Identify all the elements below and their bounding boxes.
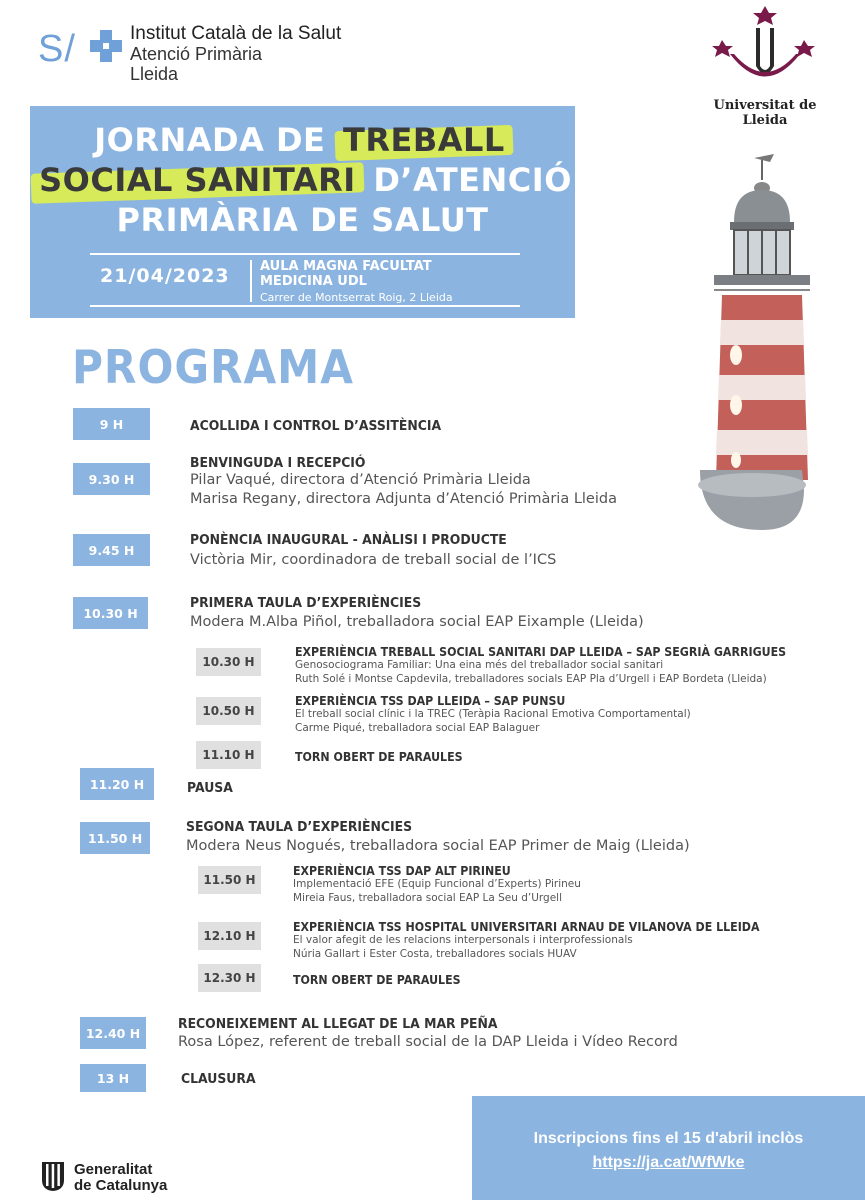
session-title: CLAUSURA bbox=[181, 1071, 256, 1087]
event-date: 21/04/2023 bbox=[100, 265, 230, 287]
experience-title: EXPERIÈNCIA TSS HOSPITAL UNIVERSITARI ARNAU DE VILANOVA DE LLEIDA bbox=[293, 920, 760, 934]
ics-mark: S/ bbox=[38, 28, 76, 70]
time-badge: 9.30 H bbox=[73, 463, 150, 495]
session-title: PAUSA bbox=[187, 780, 233, 796]
experience-speakers: Ruth Solé i Montse Capdevila, treballadores socials EAP Pla d’Urgell i EAP Bordeta (Lleida) bbox=[295, 673, 767, 685]
time-badge: 12.30 H bbox=[198, 964, 261, 992]
gencat-emblem-icon bbox=[40, 1160, 66, 1192]
session-speaker: Victòria Mir, coordinadora de treball social de l’ICS bbox=[190, 552, 557, 568]
time-badge: 12.10 H bbox=[198, 922, 261, 950]
ics-line3: Lleida bbox=[130, 64, 179, 84]
ics-text bbox=[130, 24, 341, 84]
experience-topic: El treball social clínic i la TREC (Teràpia Racional Emotiva Comportamental) bbox=[295, 708, 691, 720]
session-title: BENVINGUDA I RECEPCIÓ bbox=[190, 455, 366, 471]
time-badge: 11.50 H bbox=[80, 822, 150, 854]
session-title: PRIMERA TAULA D’EXPERIÈNCIES bbox=[190, 595, 422, 611]
time-badge: 11.50 H bbox=[198, 866, 261, 894]
time-badge: 9.45 H bbox=[73, 534, 150, 566]
registration-deadline: Inscripcions fins el 15 d'abril inclòs bbox=[533, 1130, 804, 1147]
session-title: PONÈNCIA INAUGURAL - ANÀLISI I PRODUCTE bbox=[190, 532, 507, 548]
registration-link[interactable]: https://ja.cat/WfWke bbox=[592, 1154, 745, 1171]
session-title: SEGONA TAULA D’EXPERIÈNCIES bbox=[186, 819, 413, 835]
time-badge: 10.50 H bbox=[196, 697, 261, 725]
title-line2-highlight: SOCIAL SANITARI bbox=[33, 160, 362, 200]
time-badge: 9 H bbox=[73, 408, 150, 440]
divider bbox=[90, 253, 520, 255]
title-line3: PRIMÀRIA DE SALUT bbox=[116, 201, 489, 239]
session-speaker: Marisa Regany, directora Adjunta d’Atenció Primària Lleida bbox=[190, 491, 617, 507]
divider bbox=[90, 305, 520, 307]
event-title bbox=[30, 120, 575, 240]
time-badge: 10.30 H bbox=[196, 648, 261, 676]
experience-topic: Implementació EFE (Equip Funcional d’Experts) Pirineu bbox=[293, 878, 581, 890]
experience-speakers: Núria Gallart i Ester Costa, treballadores socials HUAV bbox=[293, 948, 577, 960]
session-speaker: Rosa López, referent de treball social de la DAP Lleida i Vídeo Record bbox=[178, 1034, 678, 1050]
experience-topic: Genosociograma Familiar: Una eina més del treballador social sanitari bbox=[295, 659, 664, 671]
event-venue bbox=[260, 259, 432, 289]
gencat-name bbox=[74, 1162, 167, 1194]
experience-title: EXPERIÈNCIA TSS DAP LLEIDA – SAP PUNSU bbox=[295, 694, 566, 708]
experience-speakers: Carme Piqué, treballadora social EAP Balaguer bbox=[295, 722, 540, 734]
session-speaker: Pilar Vaqué, directora d’Atenció Primària Lleida bbox=[190, 472, 531, 488]
udl-emblem-icon bbox=[710, 4, 820, 92]
gencat-logo bbox=[40, 1160, 190, 1196]
registration-box bbox=[472, 1096, 865, 1200]
lighthouse-icon bbox=[692, 150, 812, 540]
title-line1-highlight: TREBALL bbox=[337, 120, 511, 160]
time-badge: 12.40 H bbox=[80, 1017, 146, 1049]
event-address: Carrer de Montserrat Roig, 2 Lleida bbox=[260, 291, 453, 304]
udl-logo bbox=[690, 4, 840, 128]
time-badge: 11.20 H bbox=[80, 768, 154, 800]
gencat-line1: Generalitat bbox=[74, 1161, 153, 1178]
experience-speakers: Mireia Faus, treballadora social EAP La Seu d’Urgell bbox=[293, 892, 563, 904]
experience-topic: El valor afegit de les relacions interpersonals i interprofessionals bbox=[293, 934, 633, 946]
cross-icon bbox=[88, 28, 124, 64]
ics-line1: Institut Català de la Salut bbox=[130, 23, 342, 44]
experience-title: EXPERIÈNCIA TSS DAP ALT PIRINEU bbox=[293, 864, 511, 878]
ics-line2: Atenció Primària bbox=[130, 44, 263, 64]
time-badge: 10.30 H bbox=[73, 597, 148, 629]
experience-title: TORN OBERT DE PARAULES bbox=[295, 750, 463, 764]
session-title: RECONEIXEMENT AL LLEGAT DE LA MAR PEÑA bbox=[178, 1016, 498, 1032]
venue-line1: AULA MAGNA FACULTAT bbox=[260, 259, 432, 274]
udl-name: Universitat de Lleida bbox=[713, 98, 817, 128]
title-line1-pre: JORNADA DE bbox=[94, 121, 338, 159]
venue-line2: MEDICINA UDL bbox=[260, 274, 367, 289]
experience-title: TORN OBERT DE PARAULES bbox=[293, 973, 461, 987]
ics-logo bbox=[38, 24, 358, 89]
title-line2-post: D’ATENCIÓ bbox=[361, 161, 572, 199]
programa-heading: PROGRAMA bbox=[72, 340, 354, 394]
session-title: ACOLLIDA I CONTROL D’ASSITÈNCIA bbox=[190, 418, 442, 434]
time-badge: 13 H bbox=[80, 1064, 146, 1092]
gencat-line2: de Catalunya bbox=[74, 1177, 168, 1194]
session-moderator: Modera Neus Nogués, treballadora social EAP Primer de Maig (Lleida) bbox=[186, 838, 690, 854]
divider bbox=[250, 260, 252, 302]
experience-title: EXPERIÈNCIA TREBALL SOCIAL SANITARI DAP LLEIDA – SAP SEGRIÀ GARRIGUES bbox=[295, 645, 787, 659]
session-moderator: Modera M.Alba Piñol, treballadora social EAP Eixample (Lleida) bbox=[190, 614, 644, 630]
time-badge: 11.10 H bbox=[196, 741, 261, 769]
